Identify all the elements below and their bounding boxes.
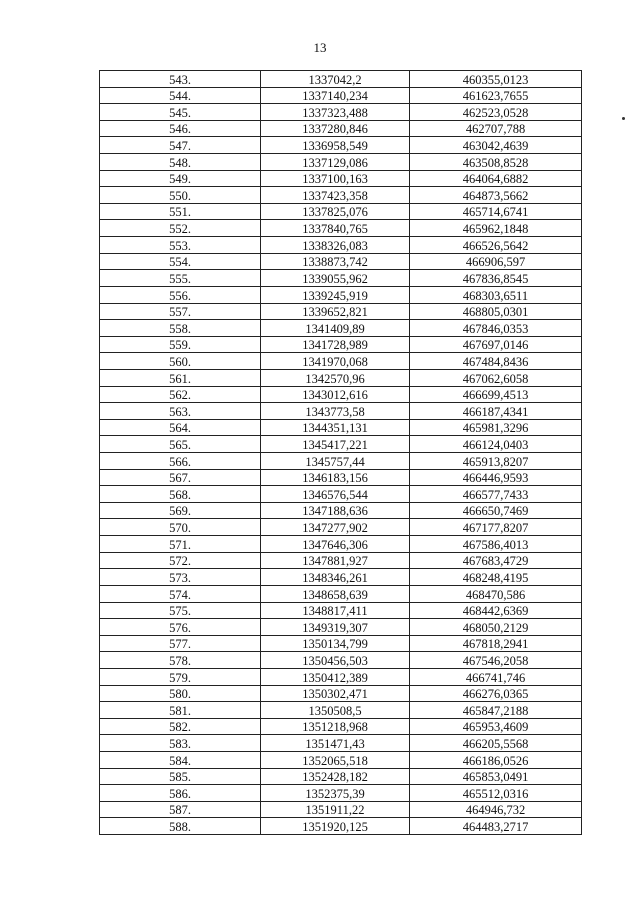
y-coordinate-cell: 465714,6741 <box>410 203 582 220</box>
page-number: 13 <box>313 40 327 55</box>
point-number-cell: 547. <box>100 137 261 154</box>
table-row <box>100 552 582 569</box>
y-coordinate-cell: 466577,7433 <box>410 486 582 503</box>
y-coordinate-cell: 466699,4513 <box>410 386 582 403</box>
table-row <box>100 203 582 220</box>
table-row <box>100 187 582 204</box>
table-row <box>100 220 582 237</box>
table-row <box>100 170 582 187</box>
table-row <box>100 386 582 403</box>
point-number-cell: 568. <box>100 486 261 503</box>
point-number-cell: 581. <box>100 702 261 719</box>
x-coordinate-cell: 1346183,156 <box>261 469 410 486</box>
point-number-cell: 587. <box>100 801 261 818</box>
x-coordinate-cell: 1337042,2 <box>261 71 410 88</box>
y-coordinate-cell: 468442,6369 <box>410 602 582 619</box>
table-row <box>100 253 582 270</box>
x-coordinate-cell: 1350134,799 <box>261 635 410 652</box>
x-coordinate-cell: 1342570,96 <box>261 369 410 386</box>
x-coordinate-cell: 1352065,518 <box>261 751 410 768</box>
table-row <box>100 270 582 287</box>
point-number-cell: 554. <box>100 253 261 270</box>
y-coordinate-cell: 467697,0146 <box>410 336 582 353</box>
table-row <box>100 403 582 420</box>
x-coordinate-cell: 1339652,821 <box>261 303 410 320</box>
x-coordinate-cell: 1343773,58 <box>261 403 410 420</box>
x-coordinate-cell: 1347646,306 <box>261 536 410 553</box>
y-coordinate-cell: 465953,4609 <box>410 718 582 735</box>
table-row <box>100 768 582 785</box>
y-coordinate-cell: 468248,4195 <box>410 569 582 586</box>
y-coordinate-cell: 466446,9593 <box>410 469 582 486</box>
x-coordinate-cell: 1337129,086 <box>261 154 410 171</box>
x-coordinate-cell: 1345417,221 <box>261 436 410 453</box>
x-coordinate-cell: 1350302,471 <box>261 685 410 702</box>
x-coordinate-cell: 1341409,89 <box>261 320 410 337</box>
table-row <box>100 369 582 386</box>
table-row <box>100 336 582 353</box>
x-coordinate-cell: 1339055,962 <box>261 270 410 287</box>
y-coordinate-cell: 465913,8207 <box>410 453 582 470</box>
point-number-cell: 545. <box>100 104 261 121</box>
table-row <box>100 519 582 536</box>
y-coordinate-cell: 464946,732 <box>410 801 582 818</box>
point-number-cell: 549. <box>100 170 261 187</box>
table-row <box>100 502 582 519</box>
point-number-cell: 553. <box>100 237 261 254</box>
y-coordinate-cell: 467484,8436 <box>410 353 582 370</box>
x-coordinate-cell: 1350456,503 <box>261 652 410 669</box>
point-number-cell: 552. <box>100 220 261 237</box>
x-coordinate-cell: 1337140,234 <box>261 87 410 104</box>
x-coordinate-cell: 1351911,22 <box>261 801 410 818</box>
x-coordinate-cell: 1350508,5 <box>261 702 410 719</box>
table-row <box>100 735 582 752</box>
table-row <box>100 120 582 137</box>
table-row <box>100 303 582 320</box>
y-coordinate-cell: 467683,4729 <box>410 552 582 569</box>
point-number-cell: 555. <box>100 270 261 287</box>
y-coordinate-cell: 460355,0123 <box>410 71 582 88</box>
y-coordinate-cell: 466906,597 <box>410 253 582 270</box>
x-coordinate-cell: 1339245,919 <box>261 286 410 303</box>
table-row <box>100 785 582 802</box>
x-coordinate-cell: 1351218,968 <box>261 718 410 735</box>
y-coordinate-cell: 464873,5662 <box>410 187 582 204</box>
coordinates-table-body <box>100 71 582 835</box>
point-number-cell: 558. <box>100 320 261 337</box>
point-number-cell: 556. <box>100 286 261 303</box>
x-coordinate-cell: 1351920,125 <box>261 818 410 835</box>
table-row <box>100 801 582 818</box>
x-coordinate-cell: 1337323,488 <box>261 104 410 121</box>
x-coordinate-cell: 1347277,902 <box>261 519 410 536</box>
table-row <box>100 353 582 370</box>
x-coordinate-cell: 1348817,411 <box>261 602 410 619</box>
table-row <box>100 154 582 171</box>
x-coordinate-cell: 1349319,307 <box>261 619 410 636</box>
table-row <box>100 585 582 602</box>
table-row <box>100 652 582 669</box>
table-row <box>100 668 582 685</box>
y-coordinate-cell: 462523,0528 <box>410 104 582 121</box>
y-coordinate-cell: 467586,4013 <box>410 536 582 553</box>
point-number-cell: 544. <box>100 87 261 104</box>
x-coordinate-cell: 1352375,39 <box>261 785 410 802</box>
point-number-cell: 574. <box>100 585 261 602</box>
x-coordinate-cell: 1345757,44 <box>261 453 410 470</box>
table-row <box>100 569 582 586</box>
point-number-cell: 550. <box>100 187 261 204</box>
point-number-cell: 571. <box>100 536 261 553</box>
x-coordinate-cell: 1337840,765 <box>261 220 410 237</box>
table-row <box>100 104 582 121</box>
point-number-cell: 548. <box>100 154 261 171</box>
table-row <box>100 71 582 88</box>
y-coordinate-cell: 463042,4639 <box>410 137 582 154</box>
x-coordinate-cell: 1348658,639 <box>261 585 410 602</box>
y-coordinate-cell: 465512,0316 <box>410 785 582 802</box>
x-coordinate-cell: 1344351,131 <box>261 419 410 436</box>
table-row <box>100 635 582 652</box>
y-coordinate-cell: 465981,3296 <box>410 419 582 436</box>
y-coordinate-cell: 461623,7655 <box>410 87 582 104</box>
point-number-cell: 567. <box>100 469 261 486</box>
y-coordinate-cell: 464483,2717 <box>410 818 582 835</box>
point-number-cell: 564. <box>100 419 261 436</box>
point-number-cell: 565. <box>100 436 261 453</box>
point-number-cell: 582. <box>100 718 261 735</box>
x-coordinate-cell: 1338873,742 <box>261 253 410 270</box>
point-number-cell: 585. <box>100 768 261 785</box>
y-coordinate-cell: 467177,8207 <box>410 519 582 536</box>
x-coordinate-cell: 1337280,846 <box>261 120 410 137</box>
point-number-cell: 551. <box>100 203 261 220</box>
y-coordinate-cell: 467062,6058 <box>410 369 582 386</box>
y-coordinate-cell: 464064,6882 <box>410 170 582 187</box>
x-coordinate-cell: 1350412,389 <box>261 668 410 685</box>
y-coordinate-cell: 463508,8528 <box>410 154 582 171</box>
y-coordinate-cell: 467818,2941 <box>410 635 582 652</box>
table-row <box>100 453 582 470</box>
y-coordinate-cell: 466650,7469 <box>410 502 582 519</box>
point-number-cell: 573. <box>100 569 261 586</box>
y-coordinate-cell: 468050,2129 <box>410 619 582 636</box>
point-number-cell: 579. <box>100 668 261 685</box>
y-coordinate-cell: 465853,0491 <box>410 768 582 785</box>
table-row <box>100 237 582 254</box>
point-number-cell: 562. <box>100 386 261 403</box>
point-number-cell: 560. <box>100 353 261 370</box>
point-number-cell: 559. <box>100 336 261 353</box>
point-number-cell: 563. <box>100 403 261 420</box>
x-coordinate-cell: 1337423,358 <box>261 187 410 204</box>
table-row <box>100 419 582 436</box>
y-coordinate-cell: 467836,8545 <box>410 270 582 287</box>
y-coordinate-cell: 466526,5642 <box>410 237 582 254</box>
point-number-cell: 543. <box>100 71 261 88</box>
coordinates-table <box>99 70 582 835</box>
x-coordinate-cell: 1337825,076 <box>261 203 410 220</box>
y-coordinate-cell: 466124,0403 <box>410 436 582 453</box>
point-number-cell: 580. <box>100 685 261 702</box>
table-row <box>100 436 582 453</box>
point-number-cell: 577. <box>100 635 261 652</box>
y-coordinate-cell: 466276,0365 <box>410 685 582 702</box>
table-row <box>100 536 582 553</box>
table-row <box>100 602 582 619</box>
point-number-cell: 546. <box>100 120 261 137</box>
y-coordinate-cell: 467846,0353 <box>410 320 582 337</box>
table-row <box>100 320 582 337</box>
y-coordinate-cell: 465962,1848 <box>410 220 582 237</box>
table-row <box>100 486 582 503</box>
y-coordinate-cell: 462707,788 <box>410 120 582 137</box>
x-coordinate-cell: 1347881,927 <box>261 552 410 569</box>
y-coordinate-cell: 466186,0526 <box>410 751 582 768</box>
x-coordinate-cell: 1336958,549 <box>261 137 410 154</box>
y-coordinate-cell: 468470,586 <box>410 585 582 602</box>
point-number-cell: 566. <box>100 453 261 470</box>
table-row <box>100 137 582 154</box>
point-number-cell: 588. <box>100 818 261 835</box>
x-coordinate-cell: 1351471,43 <box>261 735 410 752</box>
point-number-cell: 570. <box>100 519 261 536</box>
table-row <box>100 469 582 486</box>
y-coordinate-cell: 466205,5568 <box>410 735 582 752</box>
x-coordinate-cell: 1348346,261 <box>261 569 410 586</box>
point-number-cell: 576. <box>100 619 261 636</box>
point-number-cell: 569. <box>100 502 261 519</box>
y-coordinate-cell: 465847,2188 <box>410 702 582 719</box>
y-coordinate-cell: 468805,0301 <box>410 303 582 320</box>
point-number-cell: 557. <box>100 303 261 320</box>
point-number-cell: 583. <box>100 735 261 752</box>
x-coordinate-cell: 1341728,989 <box>261 336 410 353</box>
point-number-cell: 578. <box>100 652 261 669</box>
y-coordinate-cell: 466187,4341 <box>410 403 582 420</box>
stray-dot-mark <box>622 117 625 120</box>
table-row <box>100 286 582 303</box>
x-coordinate-cell: 1346576,544 <box>261 486 410 503</box>
x-coordinate-cell: 1347188,636 <box>261 502 410 519</box>
y-coordinate-cell: 466741,746 <box>410 668 582 685</box>
point-number-cell: 572. <box>100 552 261 569</box>
y-coordinate-cell: 467546,2058 <box>410 652 582 669</box>
table-row <box>100 685 582 702</box>
point-number-cell: 584. <box>100 751 261 768</box>
y-coordinate-cell: 468303,6511 <box>410 286 582 303</box>
table-row <box>100 702 582 719</box>
x-coordinate-cell: 1352428,182 <box>261 768 410 785</box>
point-number-cell: 561. <box>100 369 261 386</box>
table-row <box>100 818 582 835</box>
table-row <box>100 751 582 768</box>
table-row <box>100 718 582 735</box>
table-row <box>100 619 582 636</box>
point-number-cell: 575. <box>100 602 261 619</box>
x-coordinate-cell: 1338326,083 <box>261 237 410 254</box>
x-coordinate-cell: 1337100,163 <box>261 170 410 187</box>
x-coordinate-cell: 1343012,616 <box>261 386 410 403</box>
table-row <box>100 87 582 104</box>
x-coordinate-cell: 1341970,068 <box>261 353 410 370</box>
point-number-cell: 586. <box>100 785 261 802</box>
